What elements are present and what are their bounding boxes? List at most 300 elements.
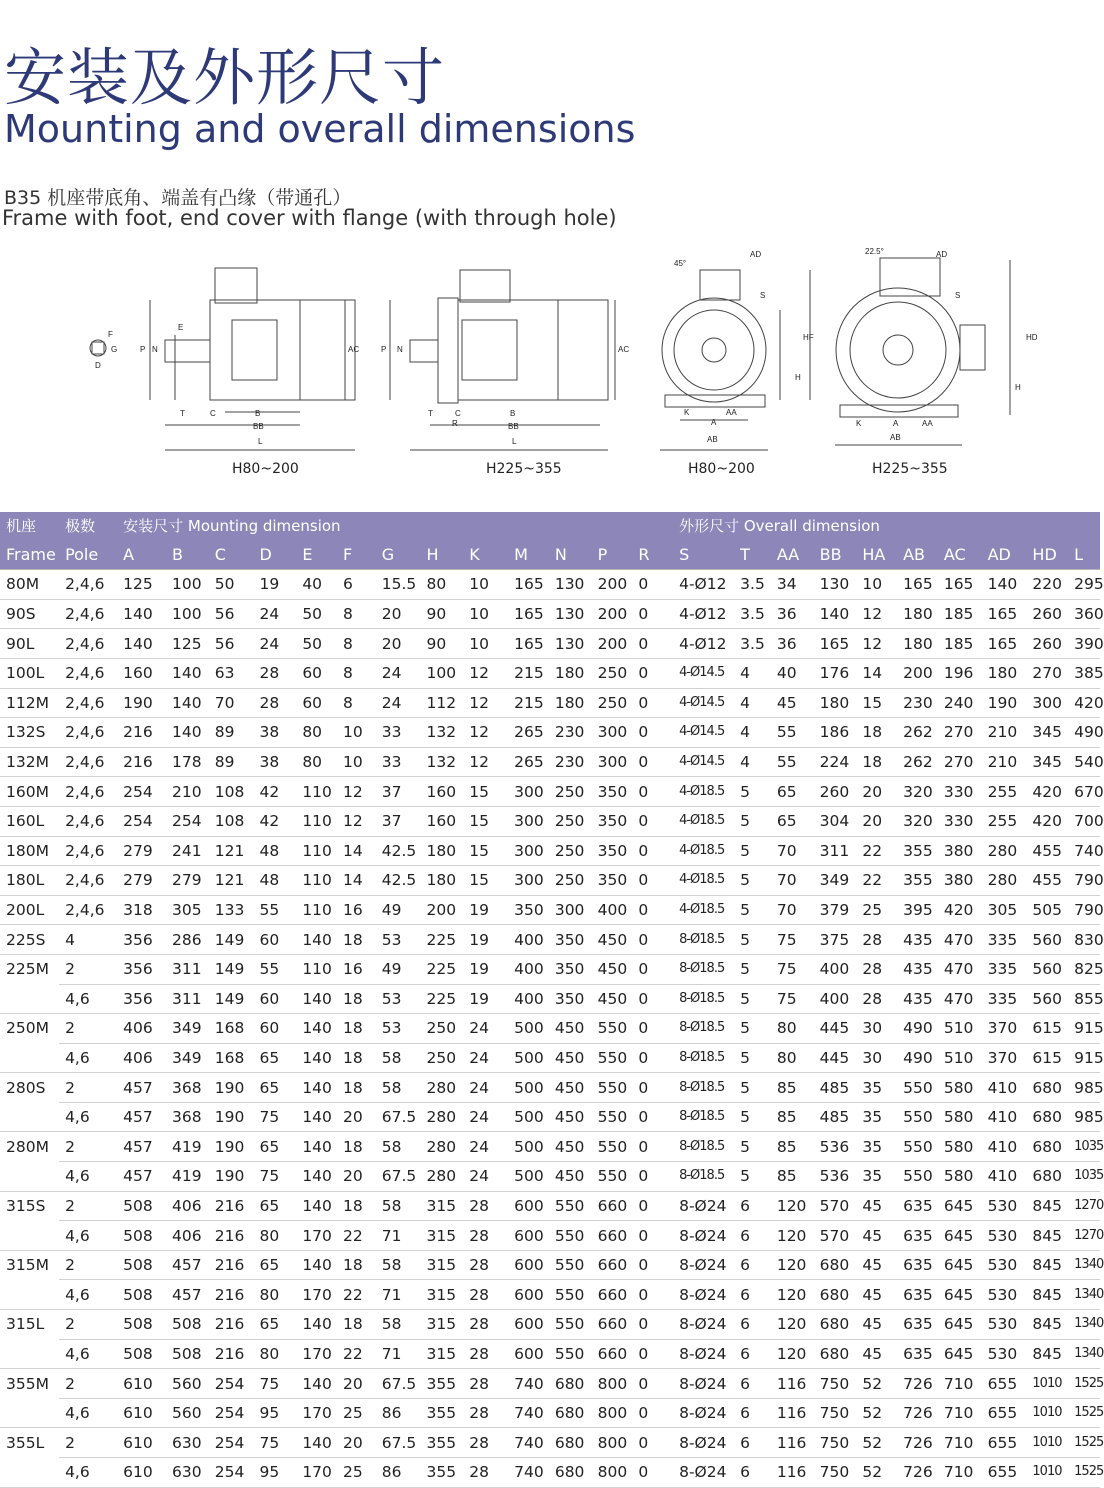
label-45: 45° [674,259,687,268]
table-cell: 10 [337,718,376,748]
caption-side-small: H80~200 [232,461,299,477]
table-cell: 216 [117,747,166,777]
table-cell: 20 [337,1428,376,1458]
table-cell: 0 [632,984,673,1014]
table-cell: 385 [1068,658,1100,688]
table-cell: 110 [296,895,337,925]
table-cell: 1525 [1068,1458,1100,1488]
table-cell: 16 [337,954,376,984]
column-header: AD [982,541,1027,570]
table-cell: 28 [463,1398,508,1428]
table-cell: 80 [296,718,337,748]
table-cell: 210 [982,747,1027,777]
table-cell: 0 [632,925,673,955]
table-cell: 230 [549,718,592,748]
table-cell: 125 [117,570,166,600]
table-cell: 470 [938,954,982,984]
table-cell: 660 [592,1310,633,1340]
table-cell: 4 [734,688,771,718]
table-cell: 160 [421,806,464,836]
table-cell: 349 [166,1014,209,1044]
table-cell: 100 [166,570,209,600]
column-header: K [463,541,508,570]
table-cell: 132S [0,718,59,748]
table-cell: 635 [897,1339,938,1369]
table-cell: 680 [1026,1132,1068,1162]
table-cell: 350 [549,954,592,984]
table-cell: 645 [938,1339,982,1369]
table-cell: 90L [0,629,59,659]
table-cell: 455 [1026,866,1068,896]
table-cell: 286 [166,925,209,955]
table-cell: 67.5 [376,1102,421,1132]
table-row [0,658,1100,688]
subtitle-cn: B35 机座带底角、端盖有凸缘（带通孔） [4,187,352,209]
table-cell: 825 [1068,954,1100,984]
table-cell: 0 [632,629,673,659]
table-cell: 185 [938,629,982,659]
table-cell: 550 [897,1102,938,1132]
table-cell: 4-Ø14.5 [673,747,734,777]
table-cell: 14 [856,658,897,688]
table-cell: 8-Ø24 [673,1310,734,1340]
table-cell: 8-Ø24 [673,1191,734,1221]
table-cell: 315 [421,1339,464,1369]
label-l2: L [512,437,517,446]
table-cell: 680 [814,1310,857,1340]
table-cell: 19 [463,954,508,984]
table-cell: 508 [117,1280,166,1310]
table-cell: 318 [117,895,166,925]
table-cell: 4-Ø18.5 [673,866,734,896]
table-cell: 355 [897,866,938,896]
table-cell: 300 [592,747,633,777]
table-cell: 216 [209,1280,254,1310]
table-cell: 58 [376,1310,421,1340]
table-cell: 255 [982,806,1027,836]
table-cell: 12 [856,599,897,629]
table-cell: 710 [938,1369,982,1399]
table-cell: 28 [463,1250,508,1280]
table-cell: 0 [632,1398,673,1428]
table-cell: 149 [209,954,254,984]
table-cell: 560 [1026,984,1068,1014]
table-cell: 165 [982,629,1027,659]
table-cell: 120 [771,1250,814,1280]
table-cell: 311 [814,836,857,866]
table-cell: 56 [209,599,254,629]
table-cell: 250 [592,688,633,718]
table-cell: 24 [463,1014,508,1044]
table-body [0,570,1104,1487]
table-cell: 3.5 [734,599,771,629]
table-cell: 635 [897,1191,938,1221]
column-header: H [421,541,464,570]
table-cell: 400 [592,895,633,925]
table-cell: 65 [771,806,814,836]
table-cell: 655 [982,1398,1027,1428]
table-cell: 610 [117,1428,166,1458]
table-cell: 49 [376,895,421,925]
table-cell: 400 [508,984,549,1014]
table-cell: 5 [734,836,771,866]
table-cell: 660 [592,1191,633,1221]
label-h4: H [1015,383,1021,392]
table-row [0,629,1100,659]
table-cell [0,1280,59,1310]
table-cell: 2,4,6 [59,718,117,748]
table-cell: 280 [421,1102,464,1132]
table-cell: 15.5 [376,570,421,600]
table-cell: 200 [897,658,938,688]
table-cell: 1010 [1026,1428,1068,1458]
table-cell: 140 [166,718,209,748]
label-n2: N [397,345,403,354]
table-cell: 40 [296,570,337,600]
table-cell: 35 [856,1162,897,1192]
table-cell: 2,4,6 [59,747,117,777]
table-row [0,1162,1100,1192]
table-row [0,747,1100,777]
table-cell: 20 [337,1369,376,1399]
table-cell: 10 [463,629,508,659]
table-cell: 450 [549,1102,592,1132]
table-cell: 680 [814,1339,857,1369]
table-cell: 550 [592,1043,633,1073]
table-cell: 45 [856,1310,897,1340]
table-cell: 100 [421,658,464,688]
side-view-small [90,268,359,450]
table-cell: 65 [254,1043,297,1073]
table-cell: 60 [254,1014,297,1044]
table-cell: 420 [1026,777,1068,807]
table-cell: 254 [117,777,166,807]
table-cell: 65 [254,1310,297,1340]
table-cell: 410 [982,1132,1027,1162]
table-cell: 355L [0,1428,59,1458]
table-cell: 350 [592,836,633,866]
table-cell: 845 [1026,1339,1068,1369]
table-cell: 215 [508,658,549,688]
table-cell: 500 [508,1132,549,1162]
table-cell: 0 [632,1221,673,1251]
table-cell: 670 [1068,777,1100,807]
table-cell: 368 [166,1102,209,1132]
table-cell: 170 [296,1339,337,1369]
table-cell: 254 [209,1458,254,1488]
table-cell: 0 [632,1339,673,1369]
table-cell: 250 [549,777,592,807]
table-cell: 180 [421,836,464,866]
table-cell: 4-Ø12 [673,599,734,629]
table-cell: 580 [938,1132,982,1162]
table-cell: 80 [254,1221,297,1251]
table-cell: 8 [337,599,376,629]
table-cell: 58 [376,1250,421,1280]
table-cell: 680 [1026,1162,1068,1192]
table-cell: 45 [856,1250,897,1280]
table-cell: 90 [421,629,464,659]
table-cell: 36 [771,629,814,659]
table-cell: 56 [209,629,254,659]
table-cell: 300 [592,718,633,748]
table-cell: 550 [549,1310,592,1340]
table-cell: 140 [296,984,337,1014]
table-cell: 224 [814,747,857,777]
table-cell: 250 [549,806,592,836]
table-cell: 1035 [1068,1162,1100,1192]
table-row [0,570,1100,600]
table-cell: 8 [337,658,376,688]
label-b: B [255,409,261,418]
table-cell: 4,6 [59,1043,117,1073]
table-cell: 6 [734,1369,771,1399]
table-cell: 140 [296,1428,337,1458]
table-cell: 75 [254,1162,297,1192]
table-cell: 0 [632,747,673,777]
table-cell: 560 [1026,925,1068,955]
table-cell: 140 [982,570,1027,600]
table-cell: 680 [814,1250,857,1280]
table-cell: 230 [549,747,592,777]
table-cell: 645 [938,1280,982,1310]
table-cell: 800 [592,1458,633,1488]
table-cell: 112M [0,688,59,718]
label-k4: K [856,419,862,428]
table-cell: 390 [1068,629,1100,659]
table-cell: 445 [814,1043,857,1073]
label-bb2: BB [508,422,519,431]
table-cell: 45 [856,1221,897,1251]
table-cell: 0 [632,599,673,629]
table-cell: 1270 [1068,1221,1100,1251]
column-header: S [673,541,734,570]
table-cell: 15 [856,688,897,718]
table-cell: 550 [549,1250,592,1280]
table-cell: 0 [632,1043,673,1073]
table-cell: 42.5 [376,866,421,896]
table-cell: 140 [296,1191,337,1221]
table-cell: 2 [59,1310,117,1340]
table-cell: 190 [117,688,166,718]
table-cell: 680 [549,1458,592,1488]
table-cell: 35 [856,1102,897,1132]
table-cell: 20 [376,629,421,659]
table-cell: 4-Ø12 [673,629,734,659]
table-cell: 10 [856,570,897,600]
column-header: L [1068,541,1100,570]
table-cell: 8-Ø24 [673,1458,734,1488]
table-cell: 311 [166,954,209,984]
label-hf3: HF [803,333,814,342]
table-cell: 2 [59,1191,117,1221]
table-cell: 60 [296,658,337,688]
table-cell: 120 [771,1221,814,1251]
table-cell: 18 [337,1014,376,1044]
table-cell: 210 [166,777,209,807]
table-cell: 140 [296,1073,337,1103]
table-cell: 50 [209,570,254,600]
table-cell: 165 [938,570,982,600]
caption-side-large: H225~355 [486,461,562,477]
table-cell: 2,4,6 [59,688,117,718]
table-cell: 410 [982,1162,1027,1192]
table-cell: 2,4,6 [59,836,117,866]
column-header: N [549,541,592,570]
table-cell: 130 [814,570,857,600]
table-cell: 250 [549,836,592,866]
subtitle-en: Frame with foot, end cover with flange (with through hole) [2,206,617,230]
table-cell: 28 [856,954,897,984]
table-cell: 28 [463,1339,508,1369]
table-cell: 80M [0,570,59,600]
table-cell: 4 [59,925,117,955]
table-cell: 260 [814,777,857,807]
table-row [0,1458,1100,1488]
table-cell: 22 [337,1280,376,1310]
table-cell: 20 [337,1162,376,1192]
table-cell: 508 [117,1339,166,1369]
table-cell: 12 [337,777,376,807]
table-cell: 2,4,6 [59,806,117,836]
label-ac2: AC [618,345,630,354]
table-cell: 380 [938,866,982,896]
table-cell: 400 [508,954,549,984]
label-d: D [95,361,101,370]
table-cell: 530 [982,1339,1027,1369]
table-cell: 28 [463,1369,508,1399]
table-row [0,1014,1100,1044]
table-cell: 70 [209,688,254,718]
table-cell: 196 [938,658,982,688]
table-cell: 4,6 [59,1162,117,1192]
table-cell: 262 [897,718,938,748]
table-cell: 4 [734,747,771,777]
table-cell: 450 [592,925,633,955]
table-cell: 6 [734,1280,771,1310]
table-cell: 508 [117,1310,166,1340]
table-cell: 655 [982,1369,1027,1399]
table-cell: 75 [771,954,814,984]
table-cell: 250M [0,1014,59,1044]
table-cell: 470 [938,984,982,1014]
table-cell: 65 [254,1191,297,1221]
table-cell: 30 [856,1043,897,1073]
table-row [0,1102,1100,1132]
table-cell: 160 [117,658,166,688]
table-cell: 200L [0,895,59,925]
table-cell: 24 [376,688,421,718]
table-cell: 52 [856,1458,897,1488]
table-row [0,1280,1100,1310]
table-cell: 22 [856,866,897,896]
table-row [0,925,1100,955]
table-cell: 254 [117,806,166,836]
table-cell: 60 [296,688,337,718]
table-cell: 40 [771,658,814,688]
table-cell: 120 [771,1310,814,1340]
table-cell: 58 [376,1132,421,1162]
column-header: R [632,541,673,570]
table-cell: 4,6 [59,1102,117,1132]
column-header: HD [1026,541,1068,570]
table-cell: 0 [632,718,673,748]
table-cell: 2 [59,1250,117,1280]
table-cell: 165 [508,629,549,659]
table-cell: 550 [592,1162,633,1192]
table-cell: 33 [376,718,421,748]
table-cell: 37 [376,777,421,807]
table-cell: 100 [166,599,209,629]
table-cell: 550 [549,1221,592,1251]
table-cell: 4-Ø18.5 [673,836,734,866]
dimension-table [0,512,1104,1488]
table-cell: 67.5 [376,1162,421,1192]
table-cell: 280 [421,1162,464,1192]
table-cell: 0 [632,777,673,807]
table-cell: 130 [549,570,592,600]
table-cell: 38 [254,747,297,777]
table-cell: 500 [508,1162,549,1192]
table-cell: 550 [897,1162,938,1192]
column-header: HA [856,541,897,570]
table-cell: 85 [771,1132,814,1162]
table-cell: 8-Ø24 [673,1369,734,1399]
table-row [0,984,1100,1014]
table-cell: 490 [897,1014,938,1044]
table-cell: 610 [117,1398,166,1428]
label-ac: AC [348,345,360,354]
table-cell: 24 [254,599,297,629]
table-row [0,1132,1100,1162]
table-cell: 254 [166,806,209,836]
table-cell: 2,4,6 [59,570,117,600]
table-cell: 225 [421,984,464,1014]
table-row [0,1428,1100,1458]
table-cell: 740 [508,1369,549,1399]
table-cell: 120 [771,1191,814,1221]
table-cell: 550 [549,1280,592,1310]
table-cell: 355 [421,1428,464,1458]
table-row [0,836,1100,866]
table-cell: 85 [771,1162,814,1192]
table-cell: 750 [814,1458,857,1488]
table-cell: 450 [549,1043,592,1073]
table-row [0,777,1100,807]
table-cell: 63 [209,658,254,688]
table-cell: 435 [897,984,938,1014]
table-row [0,1221,1100,1251]
table-cell: 19 [463,984,508,1014]
table-cell: 24 [376,658,421,688]
table-cell: 22 [856,836,897,866]
table-cell: 22 [337,1339,376,1369]
table-cell: 28 [463,1458,508,1488]
table-cell: 80 [254,1280,297,1310]
table-cell: 450 [549,1073,592,1103]
table-cell: 255 [982,777,1027,807]
table-cell: 300 [549,895,592,925]
table-cell: 630 [166,1428,209,1458]
table-cell: 71 [376,1280,421,1310]
table-cell: 580 [938,1102,982,1132]
table-cell: 70 [771,895,814,925]
table-cell: 400 [814,984,857,1014]
table-cell: 450 [549,1162,592,1192]
label-s4: S [955,291,961,300]
table-cell: 180 [897,599,938,629]
table-cell: 90S [0,599,59,629]
